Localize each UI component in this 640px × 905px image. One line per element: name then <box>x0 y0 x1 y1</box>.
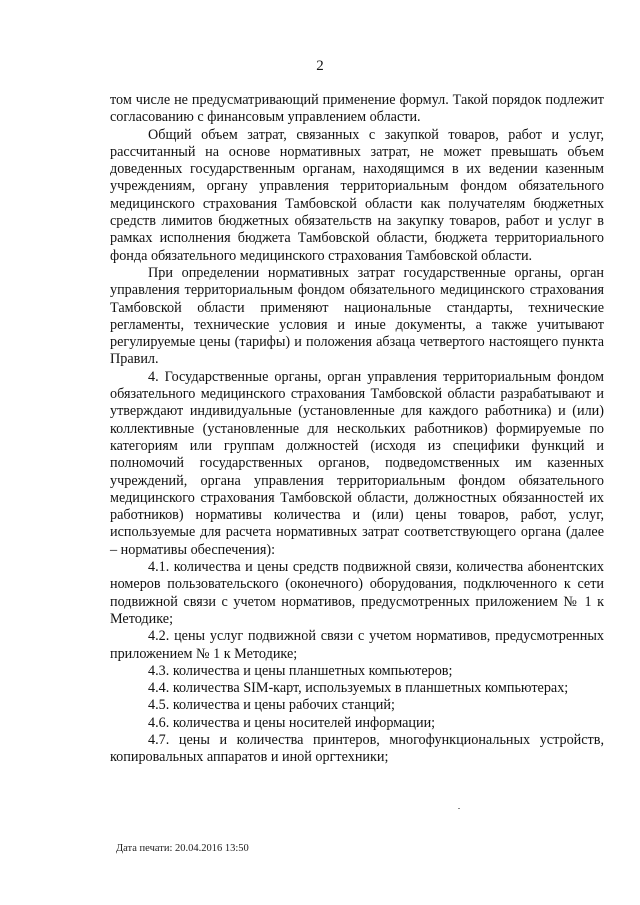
paragraph-continuation: том числе не предусматривающий применение формул. Такой порядок подлежит согласованию с финансовым управлением области. <box>110 92 604 126</box>
document-body <box>110 92 604 767</box>
list-item-4-4: 4.4. количества SIM-карт, используемых в планшетных компьютерах; <box>148 680 569 697</box>
paragraph-standards: При определении нормативных затрат государственные органы, орган управления территориальным фондом обязательного медицинского страхования Тамбовской области применяют национальные стандарты, технические регламенты, технические условия и иные документы, а также учитывают регулируемые цены (тарифы) и положения абзаца четвертого настоящего пункта Правил. <box>110 264 604 368</box>
list-item-4-6: 4.6. количества и цены носителей информации; <box>148 714 436 731</box>
page-number: 2 <box>316 58 324 74</box>
list-item-4-7: 4.7. цены и количества принтеров, многофункциональных устройств, копировальных аппаратов и иной оргтехники; <box>110 731 604 766</box>
paragraph-total-costs: Общий объем затрат, связанных с закупкой товаров, работ и услуг, рассчитанный на основе нормативных затрат, не может превышать объем доведенных государственным органам, находящимся в их ведении казенным учреждениям, органу управления территориальным фондом обязательного медицинского страхования Тамбовской области как получателям бюджетных средств лимитов бюджетных обязательств на закупку товаров, работ и услуг в рамках исполнения бюджета Тамбовской области, бюджета территориального фонда обязательного медицинского страхования Тамбовской области. <box>110 126 604 264</box>
paragraph-item-4: 4. Государственные органы, орган управления территориальным фондом обязательного медицинского страхования Тамбовской области разрабатывают и утверждают индивидуальные (установленные для каждого работника) и (или) коллективные (установленные для нескольких работников) формируемые по категориям или группам должностей (исходя из специфики функций и полномочий государственных органов, подведомственных им казенных учреждений, органа управления территориальным фондом обязательного медицинского страхования Тамбовской области, должностных обязанностей их работников) нормативы количества и (или) цены товаров, работ, услуг, используемые для расчета нормативных затрат соответствующего органа (далее – нормативы обеспечения): <box>110 368 604 558</box>
list-item-4-1: 4.1. количества и цены средств подвижной связи, количества абонентских номеров пользовательского (оконечного) оборудования, подключенного к сети подвижной связи с учетом нормативов, предусмотренных приложением № 1 к Методике; <box>110 559 604 627</box>
scan-speck <box>458 808 460 809</box>
list-item-4-5: 4.5. количества и цены рабочих станций; <box>148 697 395 714</box>
print-date: Дата печати: 20.04.2016 13:50 <box>116 843 249 854</box>
list-item-4-2: 4.2. цены услуг подвижной связи с учетом нормативов, предусмотренных приложением № 1 к Методике; <box>110 628 604 662</box>
list-item-4-3: 4.3. количества и цены планшетных компьютеров; <box>148 662 453 679</box>
